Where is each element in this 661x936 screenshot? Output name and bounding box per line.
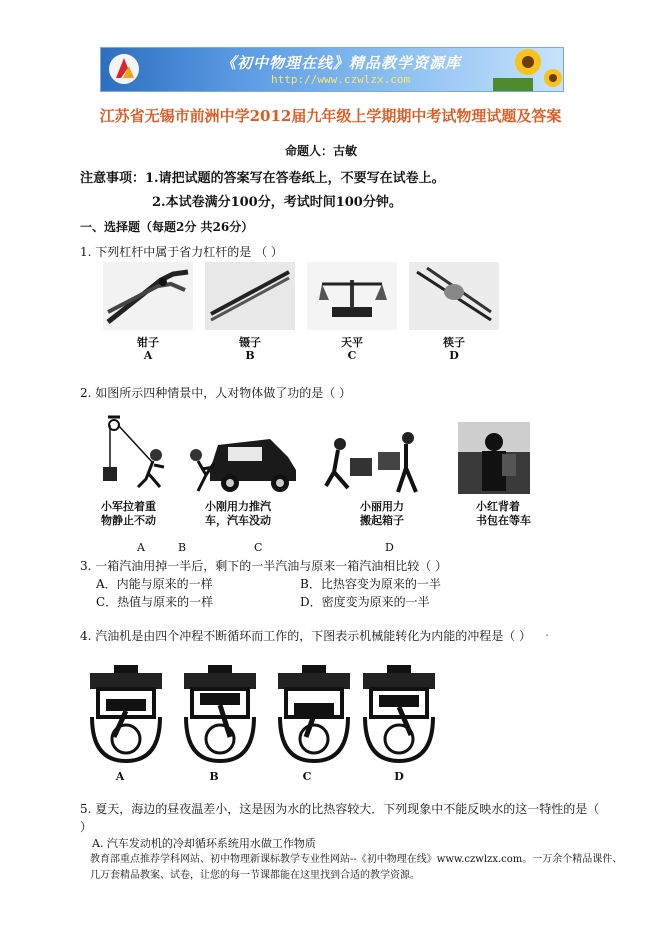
engine-stroke-d-icon [357,663,441,763]
balance-scale-icon [307,262,397,330]
q2-caption-a: 小军拉着重 物静止不动 [101,500,156,527]
q2-caption-b: 小刚用力推汽 车，汽车没动 [205,500,271,527]
banner-url[interactable]: http://www.czwlzx.com [271,73,411,86]
q3-option-c: C．热值与原来的一样 [96,595,214,609]
chopsticks-icon [409,262,499,330]
q5-option-a: A. 汽车发动机的冷却循环系统用水做工作物质 [92,837,316,850]
question-2-text: 2. 如图所示四种情景中，人对物体做了功的是（ ） [80,386,352,400]
q2-letter-c: C [254,541,263,554]
q1-letter-b: B [245,349,255,362]
orange-dot-mark: . [545,625,550,640]
pliers-icon [103,262,193,330]
site-logo-icon [107,52,141,86]
site-banner [100,47,564,92]
footer-line-2: 几万套精品教案、试卷，让您的每一节课都能在这里找到合适的教学资源。 [90,870,420,881]
engine-stroke-c-icon [272,663,356,763]
sunflower-icon [473,48,563,91]
footer-line-1: 教育部重点推荐学科网站、初中物理新课标教学专业性网站--《初中物理在线》www.czwlzx.com。一万余个精品课件、 [90,854,623,865]
q4-letter-b: B [209,770,219,783]
q4-letter-c: C [302,770,312,783]
q3-option-d: D．密度变为原来的一半 [300,595,430,609]
lifting-box-icon [320,428,430,496]
q1-caption-a: 钳子 [137,336,159,349]
q2-letter-a: A [137,541,145,554]
notes-line-2: 2.本试卷满分100分，考试时间100分钟。 [152,195,402,210]
q1-caption-c: 天平 [341,336,363,349]
tweezers-icon [205,262,295,330]
document-title: 江苏省无锡市前洲中学2012届九年级上学期期中考试物理试题及答案 [99,107,562,125]
engine-stroke-a-icon [84,663,168,763]
q3-option-a: A．内能与原来的一样 [96,577,213,591]
section-heading: 一、选择题（每题2分 共26分） [80,220,254,234]
q1-caption-d: 筷子 [443,336,465,349]
pulley-person-icon [98,415,173,495]
backpack-person-icon [458,422,530,494]
page-footer [90,852,623,884]
engine-stroke-b-icon [178,663,262,763]
question-3-text: 3. 一箱汽油用掉一半后，剩下的一半汽油与原来一箱汽油相比较（ ） [80,559,448,573]
car-pushing-icon [180,425,300,495]
q4-letter-d: D [394,770,404,783]
q3-option-b: B．比热容变为原来的一半 [300,577,441,591]
q2-caption-c: 小丽用力 搬起箱子 [360,500,404,527]
question-1-text: 1. 下列杠杆中属于省力杠杆的是 （ ） [80,245,283,259]
author-line: 命题人：古敏 [285,144,358,158]
q2-letter-d: D [385,541,394,554]
q4-letter-a: A [115,770,125,783]
question-4-text: 4. 汽油机是由四个冲程不断循环而工作的，下图表示机械能转化为内能的冲程是（ ） [80,629,532,643]
q1-letter-a: A [143,349,153,362]
q1-letter-c: C [347,349,357,362]
question-5-text: 5. 夏天，海边的昼夜温差小，这是因为水的比热容较大．下列现象中不能反映水的这一特性的是（ ） [80,802,600,834]
q2-caption-d: 小红背着 书包在等车 [476,500,531,527]
banner-title: 《初中物理在线》精品教学资源库 [221,54,462,72]
q1-caption-b: 镊子 [239,336,261,349]
q2-letter-b: B [178,541,187,554]
q1-letter-d: D [449,349,459,362]
notes-line-1: 注意事项：1.请把试题的答案写在答卷纸上，不要写在试卷上。 [80,171,445,186]
